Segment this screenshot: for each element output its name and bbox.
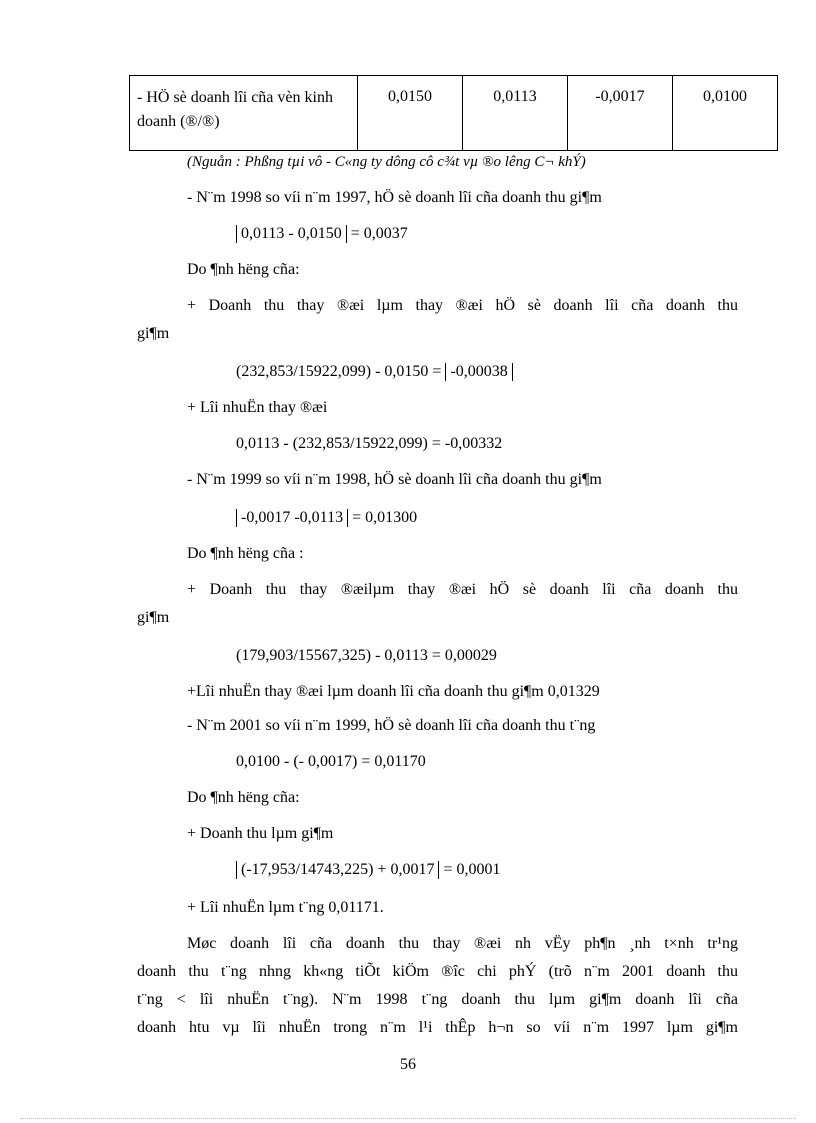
absolute-value: -0,00038 — [445, 363, 512, 381]
formula-line: 0,0100 - (- 0,0017) = 0,01170 — [236, 753, 426, 770]
text-line: + Lîi nhuËn thay ®æi — [187, 399, 328, 416]
formula-line: (179,903/15567,325) - 0,0113 = 0,00029 — [236, 647, 497, 664]
table-cell: 0,0100 — [673, 76, 778, 151]
text-line: - N¨m 1998 so víi n¨m 1997, hÖ sè doanh lîi cña doanh thu gi¶m — [187, 189, 602, 206]
text-line: +Lîi nhuËn thay ®æi lµm doanh lîi cña doanh thu gi¶m 0,01329 — [187, 683, 600, 700]
absolute-value: (-17,953/14743,225) + 0,0017 — [236, 861, 439, 879]
paragraph-line: Møc doanh lîi cña doanh thu thay ®æi nh vËy ph¶n ¸nh t×nh tr¹ng — [187, 935, 738, 952]
table-row — [130, 76, 778, 151]
footer-divider — [20, 1118, 796, 1119]
formula-line — [236, 224, 408, 244]
text-line: gi¶m — [137, 609, 170, 626]
text-line: - N¨m 1999 so víi n¨m 1998, hÖ sè doanh lîi cña doanh thu gi¶m — [187, 471, 602, 488]
text-line: gi¶m — [137, 325, 170, 342]
table-cell: 0,0150 — [358, 76, 463, 151]
paragraph-line: t¨ng < lîi nhuËn t¨ng). N¨m 1998 t¨ng doanh thu lµm gi¶m doanh lîi cña — [137, 991, 738, 1008]
table-cell: -0,0017 — [568, 76, 673, 151]
text-line: + Doanh thu lµm gi¶m — [187, 825, 334, 842]
source-note: (Nguån : Phßng tµi vô - C«ng ty dông cô c¾t vµ ®o lêng C¬ khÝ) — [187, 154, 586, 170]
formula-line — [236, 860, 500, 880]
paragraph-line: doanh htu vµ lîi nhuËn trong n¨m l¹i thÊp h¬n so víi n¨m 1997 lµm gi¶m — [137, 1019, 738, 1036]
text-line: Do ¶nh hëng cña: — [187, 789, 300, 806]
ratio-table — [129, 75, 778, 151]
formula-line — [236, 508, 417, 528]
text-line: - N¨m 2001 so víi n¨m 1999, hÖ sè doanh lîi cña doanh thu t¨ng — [187, 717, 596, 734]
text-line: Do ¶nh hëng cña : — [187, 545, 304, 562]
table-cell: 0,0113 — [463, 76, 568, 151]
text-line: + Doanh thu thay ®æilµm thay ®æi hÖ sè doanh lîi cña doanh thu — [187, 581, 738, 598]
text-line: Do ¶nh hëng cña: — [187, 261, 300, 278]
table-row-label: - HÖ sè doanh lîi cña vèn kinh doanh (®/®) — [130, 76, 358, 151]
paragraph-line: doanh thu t¨ng nhng kh«ng tiÕt kiÖm ®îc chi phÝ (trõ n¨m 2001 doanh thu — [137, 963, 738, 980]
text-line: + Doanh thu thay ®æi lµm thay ®æi hÖ sè doanh lîi cña doanh thu — [187, 297, 738, 314]
formula-result: = 0,01300 — [352, 509, 418, 526]
formula-result: = 0,0001 — [443, 861, 501, 878]
formula-line — [236, 362, 513, 382]
formula-result: = 0,0037 — [350, 225, 408, 242]
formula-expression: (232,853/15922,099) - 0,0150 = — [236, 363, 442, 380]
page-number: 56 — [400, 1056, 416, 1073]
text-line: + Lîi nhuËn lµm t¨ng 0,01171. — [187, 899, 384, 916]
formula-line: 0,0113 - (232,853/15922,099) = -0,00332 — [236, 435, 503, 452]
absolute-value: -0,0017 -0,0113 — [236, 509, 348, 527]
absolute-value: 0,0113 - 0,0150 — [236, 225, 347, 243]
